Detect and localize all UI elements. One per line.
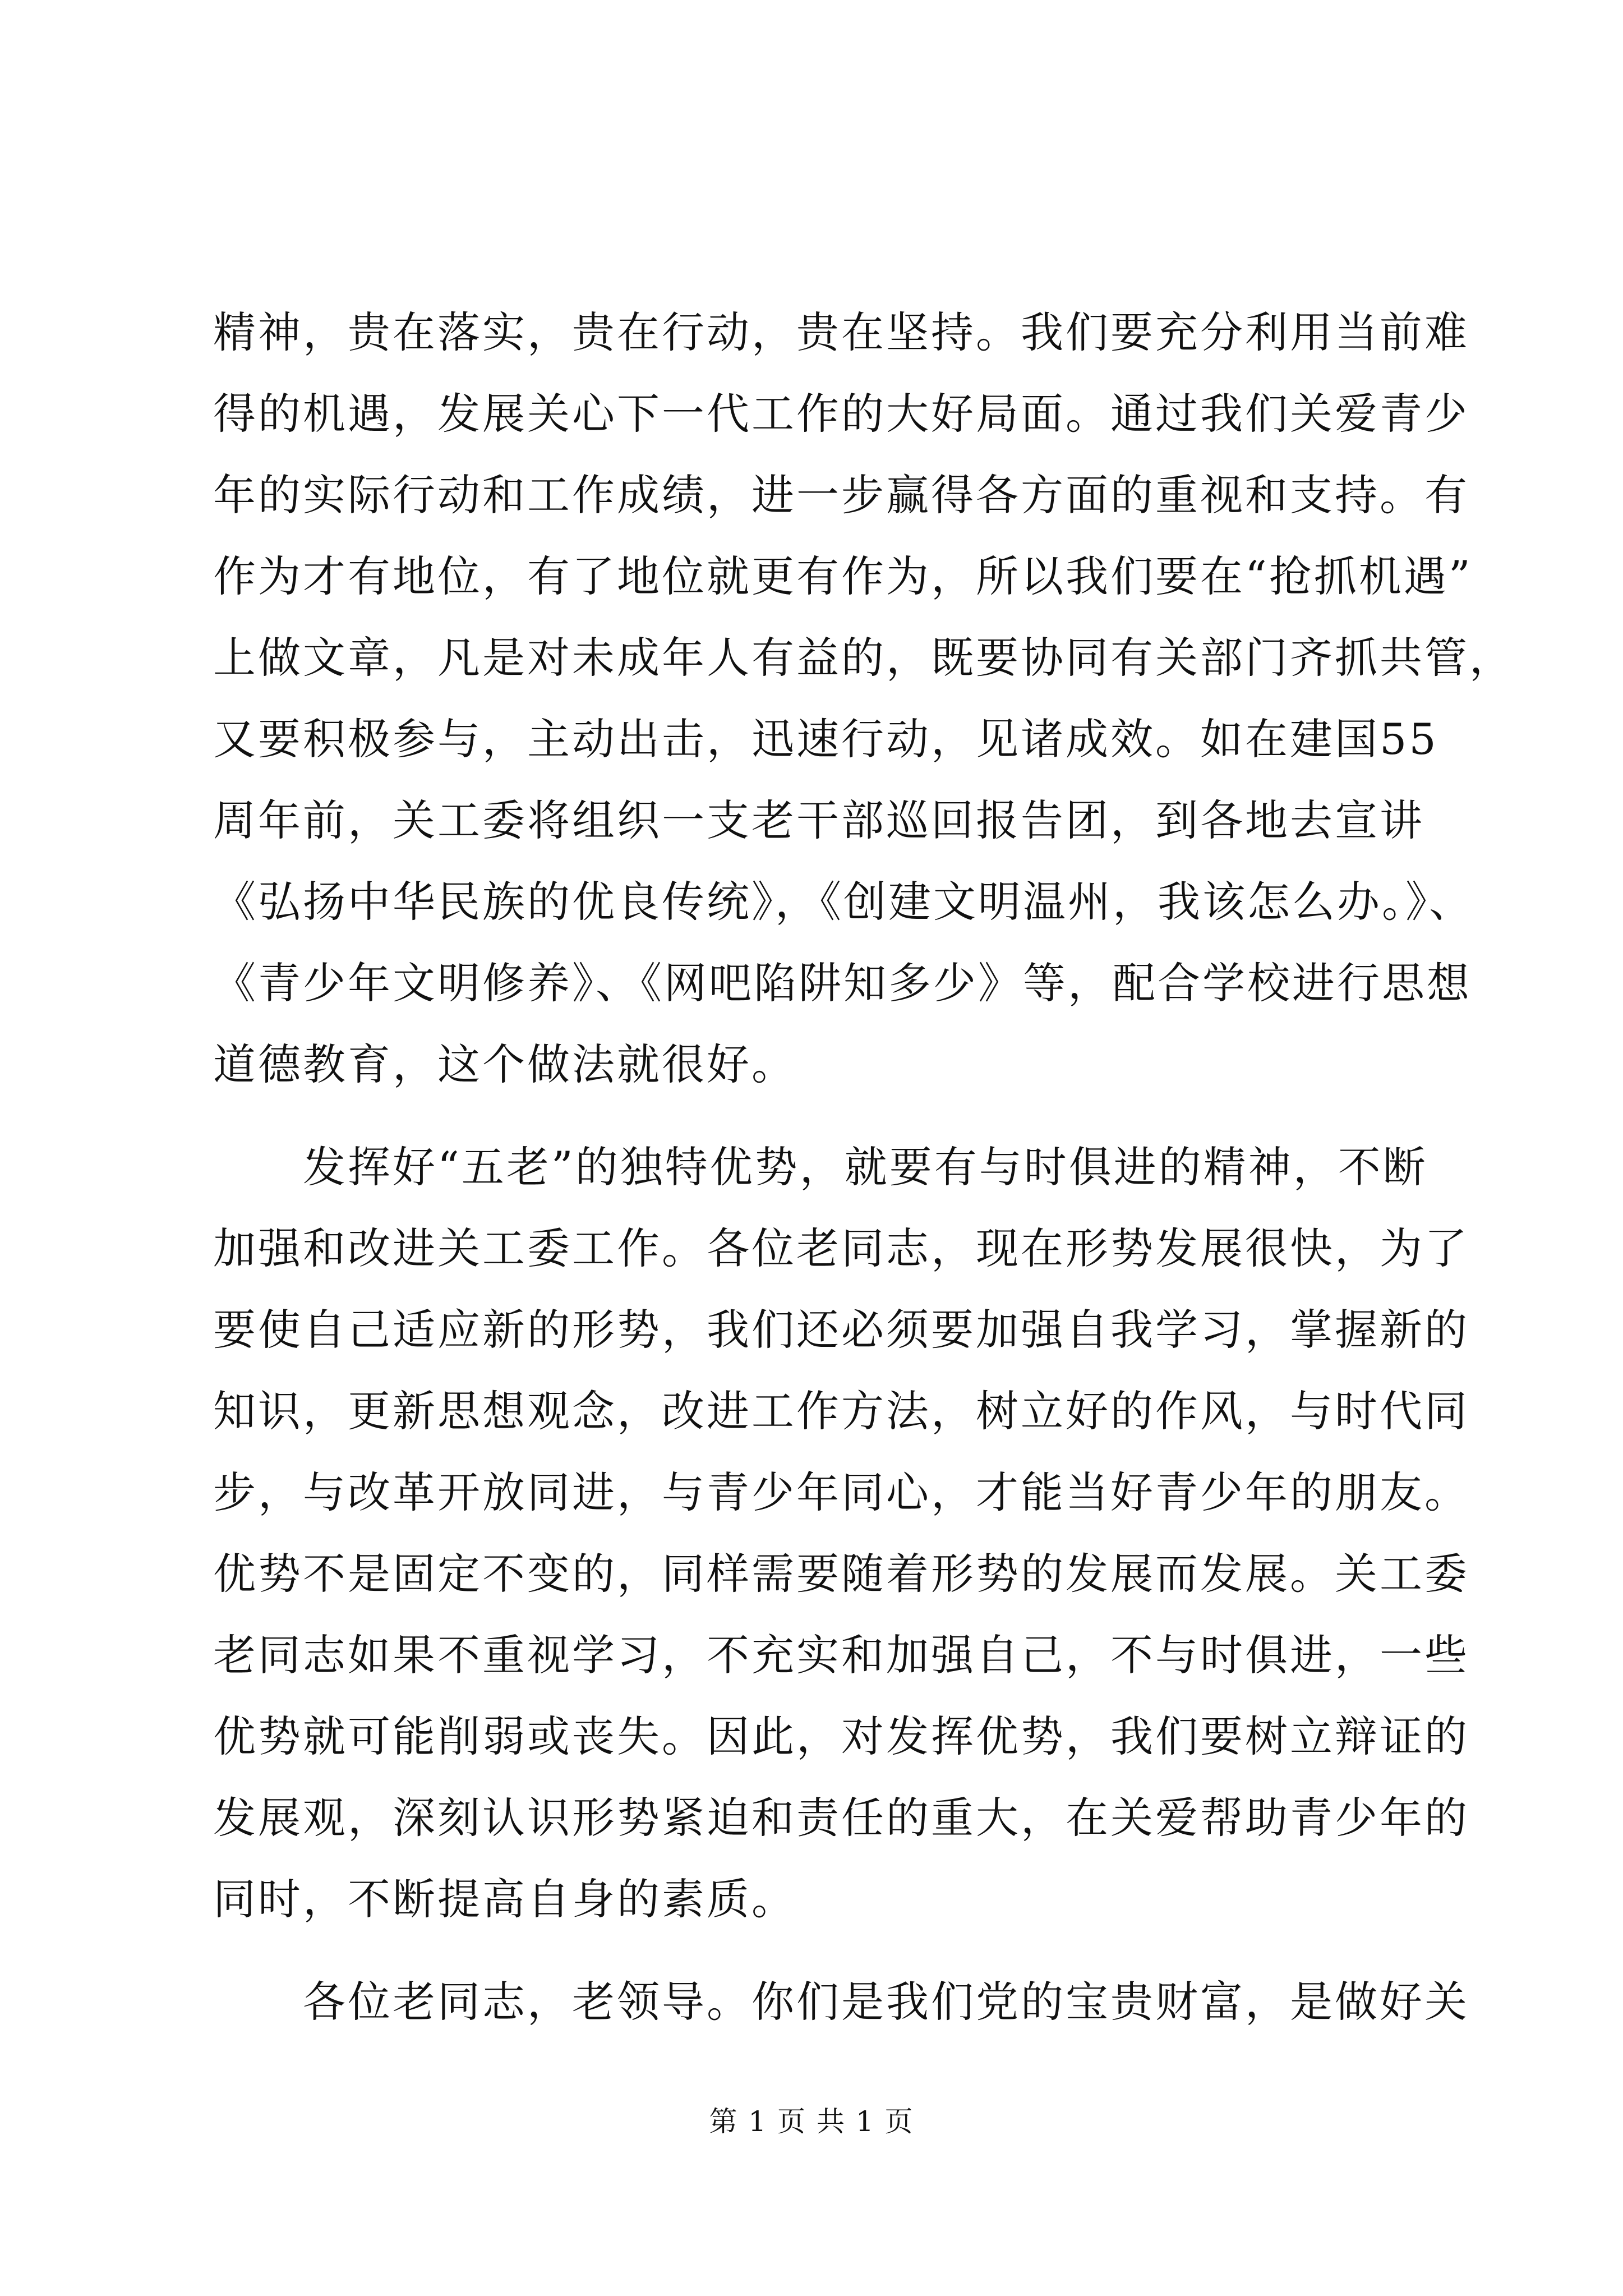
text-line: 发挥好“五老”的独特优势，就要有与时俱进的精神，不断 <box>213 1142 1428 1192</box>
text-line: 优势不是固定不变的，同样需要随着形势的发展而发展。关工委 <box>213 1549 1469 1599</box>
text-line: 道德教育，这个做法就很好。 <box>213 1039 796 1089</box>
page-number-footer: 第 1 页 共 1 页 <box>709 2105 914 2138</box>
text-line: 发展观，深刻认识形势紧迫和责任的重大，在关爱帮助青少年的 <box>213 1793 1469 1843</box>
text-line: 年的实际行动和工作成绩，进一步赢得各方面的重视和支持。有 <box>213 470 1469 520</box>
text-line: 作为才有地位，有了地位就更有作为，所以我们要在“抢抓机遇” <box>213 551 1473 601</box>
text-line: 《弘扬中华民族的优良传统》，《创建文明温州，我该怎么办。》、 <box>213 877 1474 927</box>
text-line: 周年前，关工委将组织一支老干部巡回报告团，到各地去宣讲 <box>213 795 1424 845</box>
text-line: 老同志如果不重视学习，不充实和加强自己，不与时俱进，一些 <box>213 1630 1469 1680</box>
text-line: 精神，贵在落实，贵在行动，贵在坚持。我们要充分利用当前难 <box>213 307 1469 357</box>
text-line: 上做文章，凡是对未成年人有益的，既要协同有关部门齐抓共管， <box>213 633 1514 683</box>
paragraph-2 <box>213 1126 1469 1940</box>
text-line: 优势就可能削弱或丧失。因此，对发挥优势，我们要树立辩证的 <box>213 1711 1469 1761</box>
text-line: 同时，不断提高自身的素质。 <box>213 1874 796 1924</box>
text-line: 知识，更新思想观念，改进工作方法，树立好的作风，与时代同 <box>213 1386 1469 1436</box>
text-line: 得的机遇，发展关心下一代工作的大好局面。通过我们关爱青少 <box>213 389 1469 439</box>
text-line: 要使自己适应新的形势，我们还必须要加强自我学习，掌握新的 <box>213 1305 1469 1355</box>
text-line: 各位老同志，老领导。你们是我们党的宝贵财富，是做好关 <box>213 1977 1469 2027</box>
paragraph-gap <box>213 1940 1413 1961</box>
text-line: 《青少年文明修养》、《网吧陷阱知多少》等，配合学校进行思想 <box>213 958 1472 1008</box>
paragraph-1 <box>213 292 1514 1105</box>
document-body <box>213 292 1514 2042</box>
text-line: 加强和改进关工委工作。各位老同志，现在形势发展很快，为了 <box>213 1223 1469 1273</box>
text-line: 又要积极参与，主动出击，迅速行动，见诸成效。如在建国55 <box>213 714 1438 764</box>
paragraph-3 <box>213 1961 1469 2042</box>
text-line: 步，与改革开放同进，与青少年同心，才能当好青少年的朋友。 <box>213 1467 1469 1517</box>
paragraph-gap <box>213 1105 1413 1126</box>
